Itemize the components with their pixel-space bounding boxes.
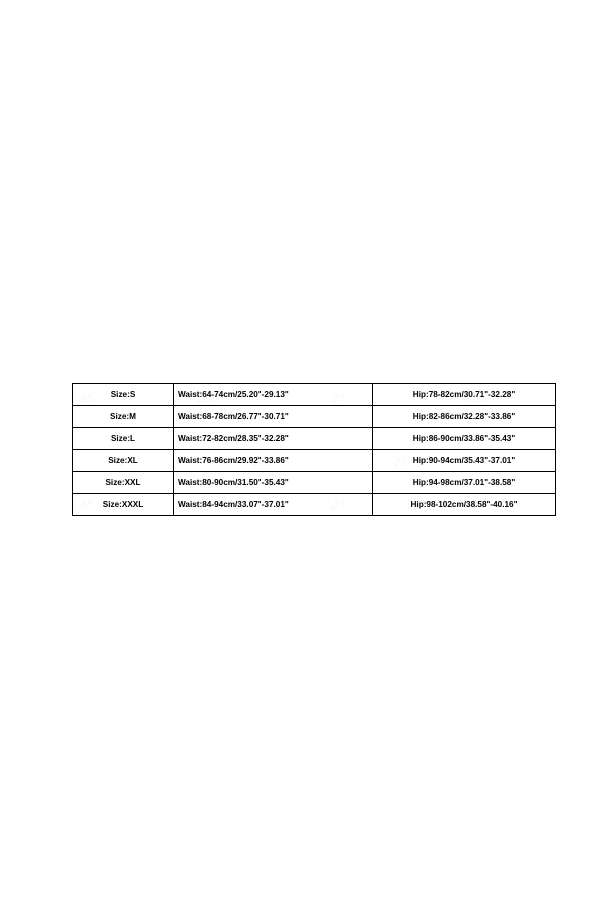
size-chart-table	[72, 383, 556, 516]
waist-cell: Waist:68-78cm/26.77"-30.71"	[174, 406, 373, 428]
hip-cell: Hip:86-90cm/33.86"-35.43"	[373, 428, 556, 450]
size-cell: Size:XXXL	[73, 494, 174, 516]
table-row	[73, 428, 556, 450]
table-row	[73, 450, 556, 472]
hip-cell: Hip:90-94cm/35.43"-37.01"	[373, 450, 556, 472]
hip-cell: Hip:94-98cm/37.01"-38.58"	[373, 472, 556, 494]
size-chart-body	[73, 384, 556, 516]
waist-cell: Waist:64-74cm/25.20"-29.13"	[174, 384, 373, 406]
waist-cell: Waist:76-86cm/29.92"-33.86"	[174, 450, 373, 472]
waist-cell: Waist:80-90cm/31.50"-35.43"	[174, 472, 373, 494]
hip-cell: Hip:98-102cm/38.58"-40.16"	[373, 494, 556, 516]
size-cell: Size:XL	[73, 450, 174, 472]
waist-cell: Waist:84-94cm/33.07"-37.01"	[174, 494, 373, 516]
size-cell: Size:S	[73, 384, 174, 406]
table-row	[73, 472, 556, 494]
size-cell: Size:M	[73, 406, 174, 428]
size-chart	[72, 383, 528, 516]
table-row	[73, 406, 556, 428]
table-row	[73, 494, 556, 516]
table-row	[73, 384, 556, 406]
hip-cell: Hip:78-82cm/30.71"-32.28"	[373, 384, 556, 406]
hip-cell: Hip:82-86cm/32.28"-33.86"	[373, 406, 556, 428]
size-cell: Size:L	[73, 428, 174, 450]
waist-cell: Waist:72-82cm/28.35"-32.28"	[174, 428, 373, 450]
size-cell: Size:XXL	[73, 472, 174, 494]
